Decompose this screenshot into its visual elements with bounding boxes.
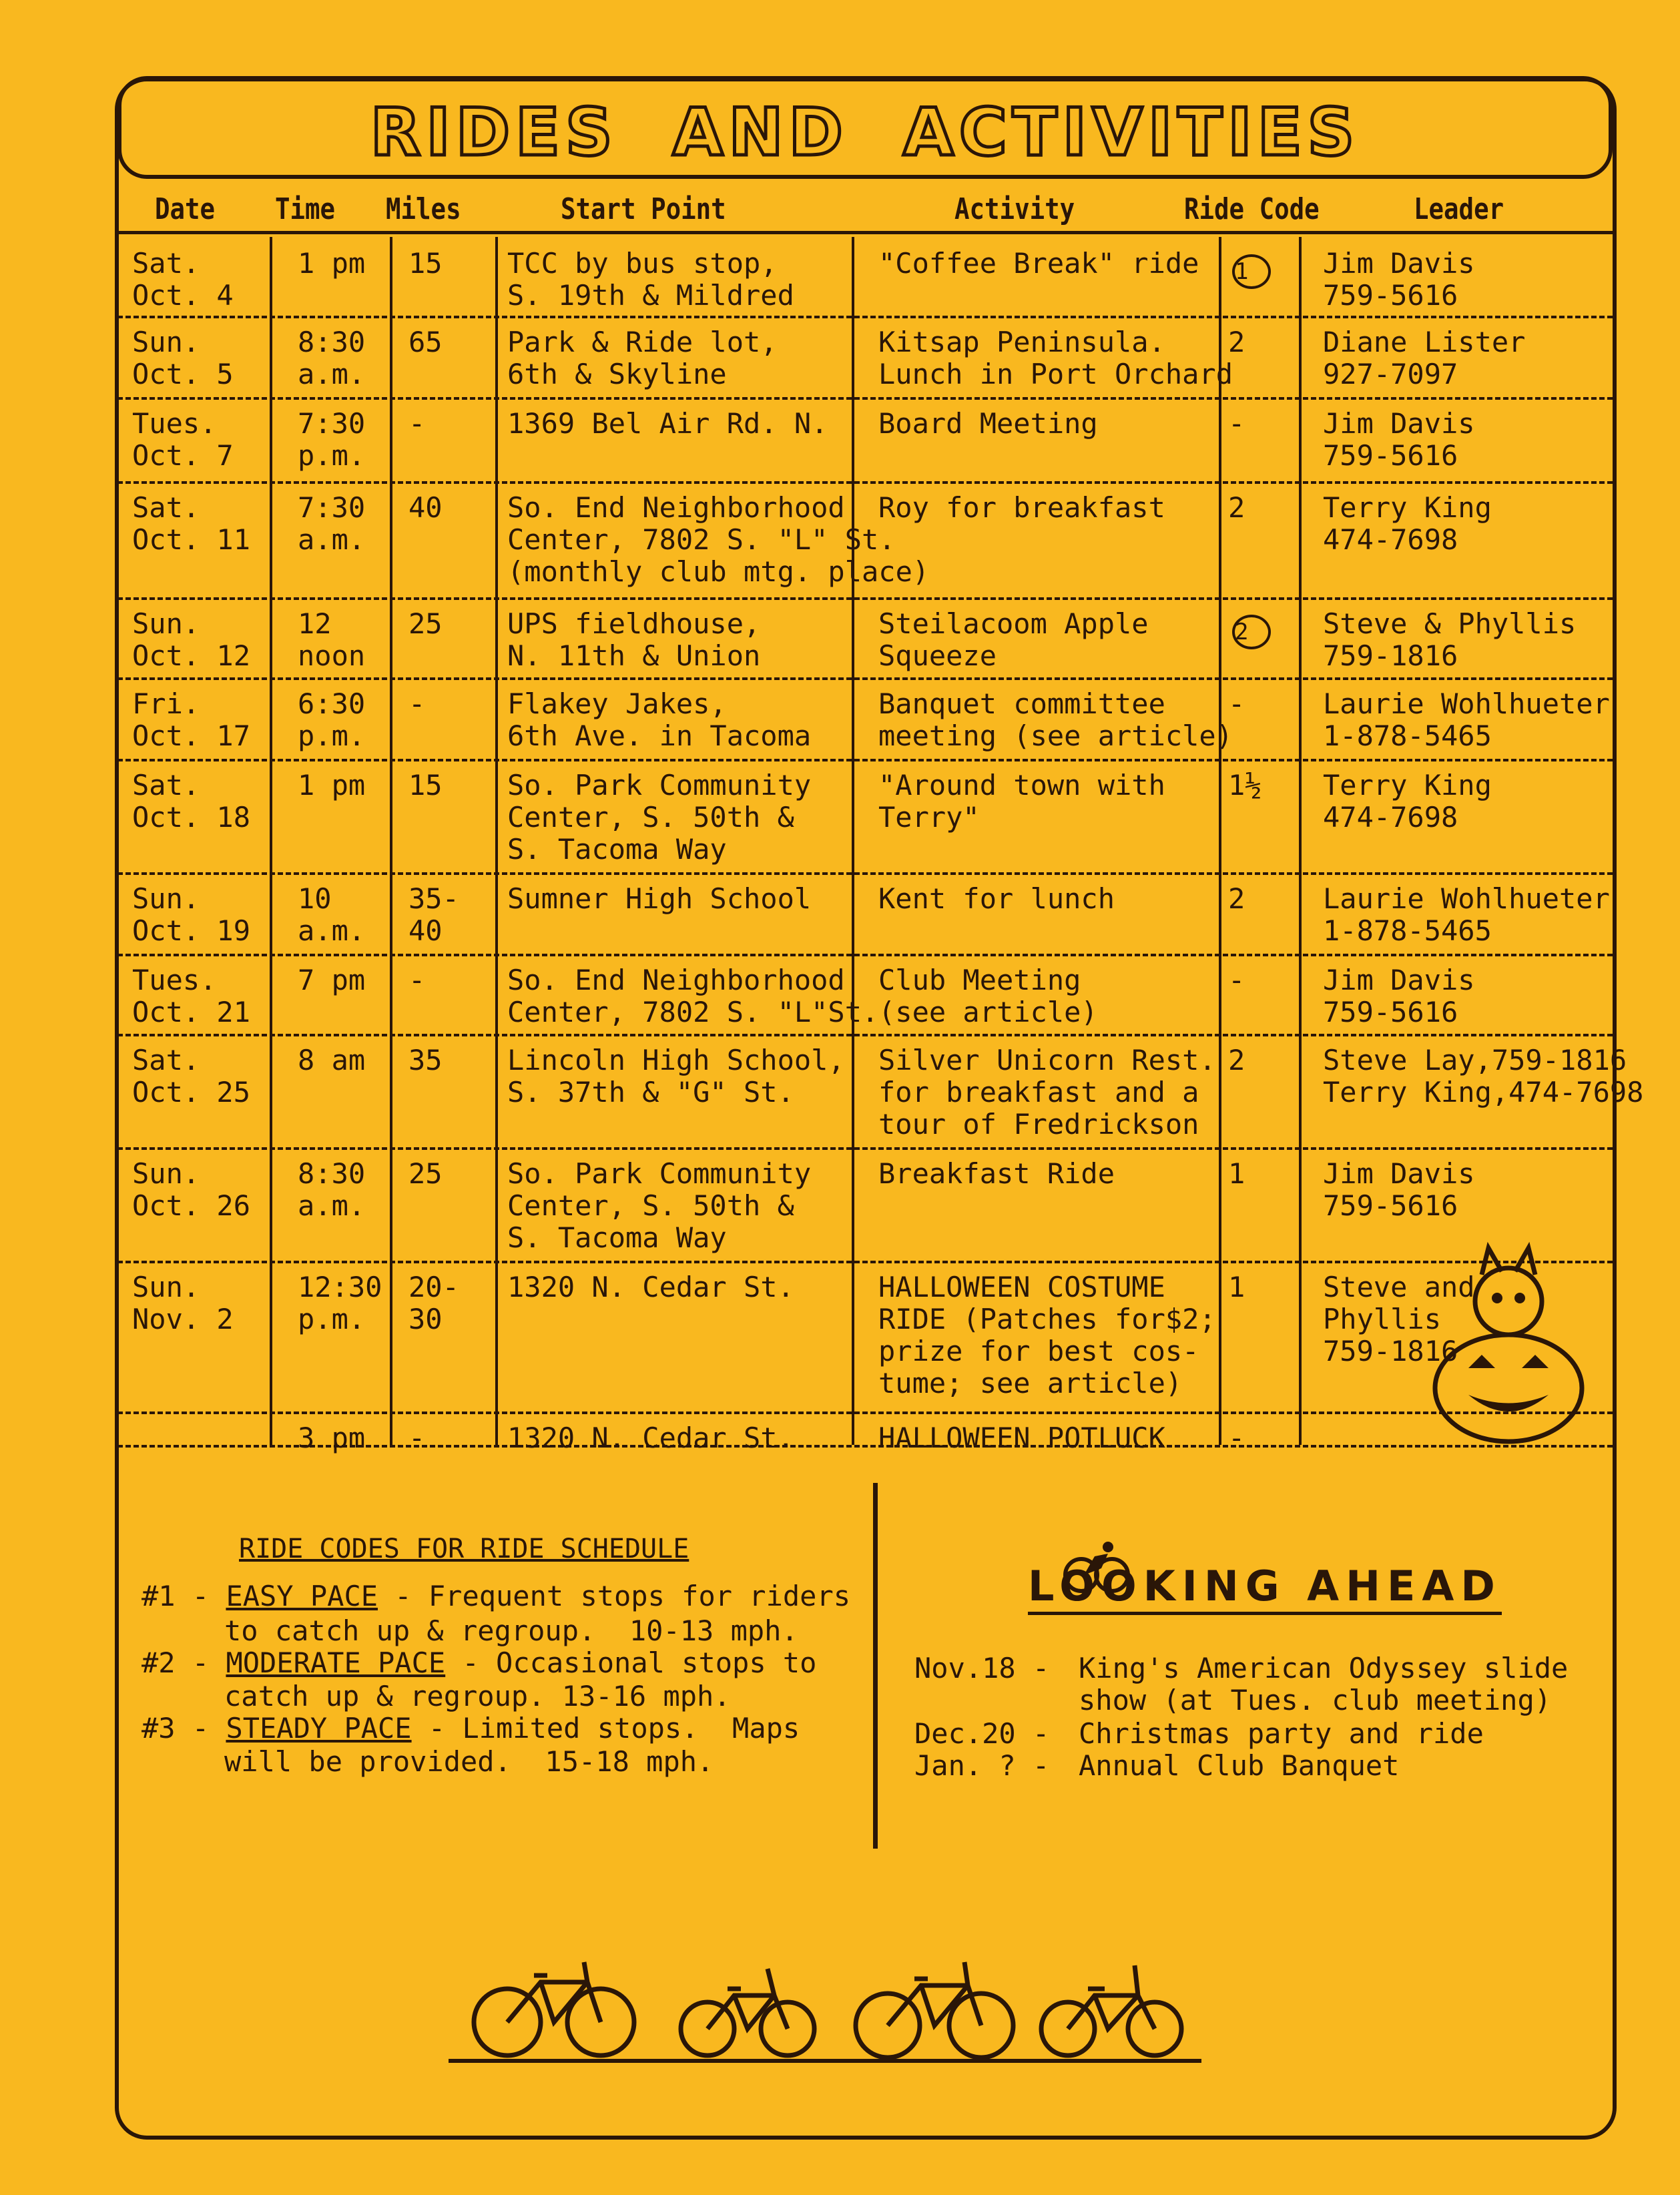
cell-time: 3 pm bbox=[298, 1422, 366, 1454]
page-title: RIDES AND ACTIVITIES bbox=[370, 95, 1360, 171]
cell-date: Sun. Oct. 26 bbox=[132, 1157, 251, 1222]
title-banner bbox=[117, 76, 1613, 179]
header-activity: Activity bbox=[954, 192, 1075, 226]
cell-miles: 65 bbox=[408, 326, 443, 358]
cell-leader: Jim Davis 759-5616 bbox=[1323, 964, 1475, 1028]
column-divider bbox=[495, 237, 498, 1445]
header-code: Ride Code bbox=[1184, 192, 1320, 226]
cell-activity: HALLOWEEN POTLUCK bbox=[878, 1422, 1165, 1454]
cell-date: Sat. Oct. 25 bbox=[132, 1044, 251, 1109]
cell-date: Sat. Oct. 18 bbox=[132, 769, 251, 834]
looking-ahead-text-2: Christmas party and ride bbox=[1079, 1717, 1484, 1750]
cell-miles: - bbox=[408, 687, 426, 720]
looking-ahead-title: LOOKING AHEAD bbox=[1028, 1562, 1502, 1615]
cell-miles: 15 bbox=[408, 247, 443, 280]
looking-ahead-date-3: Jan. ? - bbox=[914, 1749, 1050, 1782]
cell-time: 8:30 a.m. bbox=[298, 1157, 366, 1222]
cell-activity: Kitsap Peninsula. Lunch in Port Orchard bbox=[878, 326, 1233, 390]
cell-code: 2 bbox=[1228, 882, 1245, 915]
cell-miles: - bbox=[408, 1422, 426, 1454]
rides-table bbox=[117, 237, 1644, 1454]
cell-leader: Diane Lister 927-7097 bbox=[1323, 326, 1526, 390]
cell-leader: Laurie Wohlhueter 1-878-5465 bbox=[1323, 882, 1610, 947]
cell-miles: - bbox=[408, 407, 426, 440]
coffee-cup-code-icon: 1 bbox=[1232, 254, 1271, 289]
ride-code-2-detail: catch up & regroup. 13-16 mph. bbox=[224, 1680, 731, 1712]
cell-start: Lincoln High School, S. 37th & "G" St. bbox=[507, 1044, 845, 1109]
column-divider bbox=[1219, 237, 1221, 1445]
cell-time: 1 pm bbox=[298, 769, 366, 802]
cell-code: 1 bbox=[1228, 1157, 1245, 1190]
bicycles-illustration bbox=[467, 1949, 1208, 2062]
cell-time: 8:30 a.m. bbox=[298, 326, 366, 390]
row-separator bbox=[117, 1034, 1613, 1036]
cell-time: 12 noon bbox=[298, 607, 366, 672]
cell-time: 7:30 a.m. bbox=[298, 491, 366, 556]
cell-miles: - bbox=[408, 964, 426, 996]
cell-code: - bbox=[1228, 1422, 1245, 1454]
row-separator bbox=[117, 597, 1613, 600]
ride-code-1-detail: to catch up & regroup. 10-13 mph. bbox=[224, 1614, 798, 1647]
cell-miles: 20- 30 bbox=[408, 1271, 459, 1335]
cell-leader: Steve and Phyllis 759-1816 bbox=[1323, 1271, 1475, 1367]
cell-code: 2 bbox=[1228, 491, 1245, 524]
cell-activity: Breakfast Ride bbox=[878, 1157, 1115, 1190]
row-separator bbox=[117, 872, 1613, 875]
cell-start: 1369 Bel Air Rd. N. bbox=[507, 407, 828, 440]
cell-start: So. End Neighborhood Center, 7802 S. "L" St. (monthly club mtg. place) bbox=[507, 491, 930, 588]
row-separator bbox=[117, 1147, 1613, 1150]
cell-activity: Silver Unicorn Rest. for breakfast and a tour of Fredrickson bbox=[878, 1044, 1216, 1141]
apple-code-icon: 2 bbox=[1232, 615, 1271, 649]
cell-time: 6:30 p.m. bbox=[298, 687, 366, 752]
header-miles: Miles bbox=[386, 192, 461, 226]
row-separator bbox=[117, 397, 1613, 400]
looking-ahead-date-1: Nov.18 - bbox=[914, 1652, 1050, 1684]
cell-start: UPS fieldhouse, N. 11th & Union bbox=[507, 607, 761, 672]
cell-date: Sat. Oct. 11 bbox=[132, 491, 251, 556]
cell-leader: Jim Davis 759-5616 bbox=[1323, 247, 1475, 312]
row-separator bbox=[117, 316, 1613, 318]
cell-code: - bbox=[1228, 407, 1245, 440]
cell-time: 12:30 p.m. bbox=[298, 1271, 382, 1335]
cell-leader: Jim Davis 759-5616 bbox=[1323, 1157, 1475, 1222]
header-leader: Leader bbox=[1414, 192, 1504, 226]
row-separator bbox=[117, 1412, 1613, 1414]
cell-code: - bbox=[1228, 964, 1245, 996]
cell-leader: Jim Davis 759-5616 bbox=[1323, 407, 1475, 472]
cell-activity: "Coffee Break" ride bbox=[878, 247, 1199, 280]
cell-date: Sat. Oct. 4 bbox=[132, 247, 234, 312]
cell-leader: Terry King 474-7698 bbox=[1323, 769, 1492, 834]
section-divider bbox=[873, 1483, 878, 1849]
cell-start: Flakey Jakes, 6th Ave. in Tacoma bbox=[507, 687, 812, 752]
cell-activity: Banquet committee meeting (see article) bbox=[878, 687, 1233, 752]
cell-time: 8 am bbox=[298, 1044, 366, 1076]
cell-start: Sumner High School bbox=[507, 882, 812, 915]
cell-start: So. Park Community Center, S. 50th & S. Tacoma Way bbox=[507, 769, 812, 866]
cell-miles: 35 bbox=[408, 1044, 443, 1076]
cell-code: 2 bbox=[1228, 326, 1245, 358]
cell-code: 2 bbox=[1228, 1044, 1245, 1076]
cell-activity: Roy for breakfast bbox=[878, 491, 1165, 524]
cell-activity: HALLOWEEN COSTUME RIDE (Patches for$2; prize for best cos- tume; see article) bbox=[878, 1271, 1216, 1399]
cell-start: So. Park Community Center, S. 50th & S. Tacoma Way bbox=[507, 1157, 812, 1254]
cell-date: Sun. Oct. 19 bbox=[132, 882, 251, 947]
cell-start: 1320 N. Cedar St. bbox=[507, 1271, 794, 1303]
looking-ahead-text-1: King's American Odyssey slide show (at Tues. club meeting) bbox=[1079, 1652, 1569, 1716]
looking-ahead-text-3: Annual Club Banquet bbox=[1079, 1749, 1400, 1782]
ground-line bbox=[449, 2059, 1201, 2063]
cell-leader: Laurie Wohlhueter 1-878-5465 bbox=[1323, 687, 1610, 752]
cat-pumpkin-illustration bbox=[1428, 1235, 1589, 1448]
cell-leader: Terry King 474-7698 bbox=[1323, 491, 1492, 556]
cell-start: 1320 N. Cedar St. bbox=[507, 1422, 794, 1454]
column-divider bbox=[390, 237, 392, 1445]
cell-miles: 25 bbox=[408, 1157, 443, 1190]
ride-codes-title: RIDE CODES FOR RIDE SCHEDULE bbox=[239, 1534, 689, 1564]
ride-code-3: #3 - STEADY PACE - Limited stops. Maps bbox=[142, 1712, 800, 1745]
cell-activity: Club Meeting (see article) bbox=[878, 964, 1098, 1028]
cell-start: TCC by bus stop, S. 19th & Mildred bbox=[507, 247, 794, 312]
row-separator bbox=[117, 481, 1613, 484]
cell-time: 7 pm bbox=[298, 964, 366, 996]
cell-start: So. End Neighborhood Center, 7802 S. "L"St. bbox=[507, 964, 879, 1028]
cell-activity: Board Meeting bbox=[878, 407, 1098, 440]
ride-code-1: #1 - EASY PACE - Frequent stops for riders bbox=[142, 1580, 851, 1612]
cell-code: 1 bbox=[1228, 1271, 1245, 1303]
header-date: Date bbox=[155, 192, 216, 226]
header-start: Start Point bbox=[561, 192, 726, 226]
column-divider bbox=[270, 237, 272, 1445]
ride-code-3-detail: will be provided. 15-18 mph. bbox=[224, 1745, 714, 1778]
cell-miles: 35- 40 bbox=[408, 882, 459, 947]
column-divider bbox=[852, 237, 854, 1445]
cell-activity: Kent for lunch bbox=[878, 882, 1115, 915]
cell-miles: 25 bbox=[408, 607, 443, 640]
cell-time: 1 pm bbox=[298, 247, 366, 280]
header-time: Time bbox=[275, 192, 336, 226]
cell-date: Tues. Oct. 21 bbox=[132, 964, 251, 1028]
cell-leader: Steve Lay,759-1816 Terry King,474-7698 bbox=[1323, 1044, 1644, 1109]
ride-code-2: #2 - MODERATE PACE - Occasional stops to bbox=[142, 1646, 817, 1679]
cell-miles: 40 bbox=[408, 491, 443, 524]
cell-code: - bbox=[1228, 687, 1245, 720]
cell-date: Sun. Nov. 2 bbox=[132, 1271, 234, 1335]
cell-date: Sun. Oct. 12 bbox=[132, 607, 251, 672]
row-separator bbox=[117, 677, 1613, 680]
cell-code: 1½ bbox=[1228, 769, 1262, 802]
row-separator bbox=[117, 1261, 1613, 1263]
header-rule bbox=[117, 231, 1613, 234]
row-separator bbox=[117, 954, 1613, 956]
cell-activity: Steilacoom Apple Squeeze bbox=[878, 607, 1149, 672]
cell-date: Fri. Oct. 17 bbox=[132, 687, 251, 752]
looking-ahead-date-2: Dec.20 - bbox=[914, 1717, 1050, 1750]
cell-date: Tues. Oct. 7 bbox=[132, 407, 234, 472]
cell-date: Sun. Oct. 5 bbox=[132, 326, 234, 390]
column-divider bbox=[1299, 237, 1302, 1445]
cell-time: 7:30 p.m. bbox=[298, 407, 366, 472]
cell-start: Park & Ride lot, 6th & Skyline bbox=[507, 326, 778, 390]
row-separator bbox=[117, 759, 1613, 761]
cell-activity: "Around town with Terry" bbox=[878, 769, 1165, 834]
cell-time: 10 a.m. bbox=[298, 882, 366, 947]
cell-leader: Steve & Phyllis 759-1816 bbox=[1323, 607, 1577, 672]
cell-miles: 15 bbox=[408, 769, 443, 802]
